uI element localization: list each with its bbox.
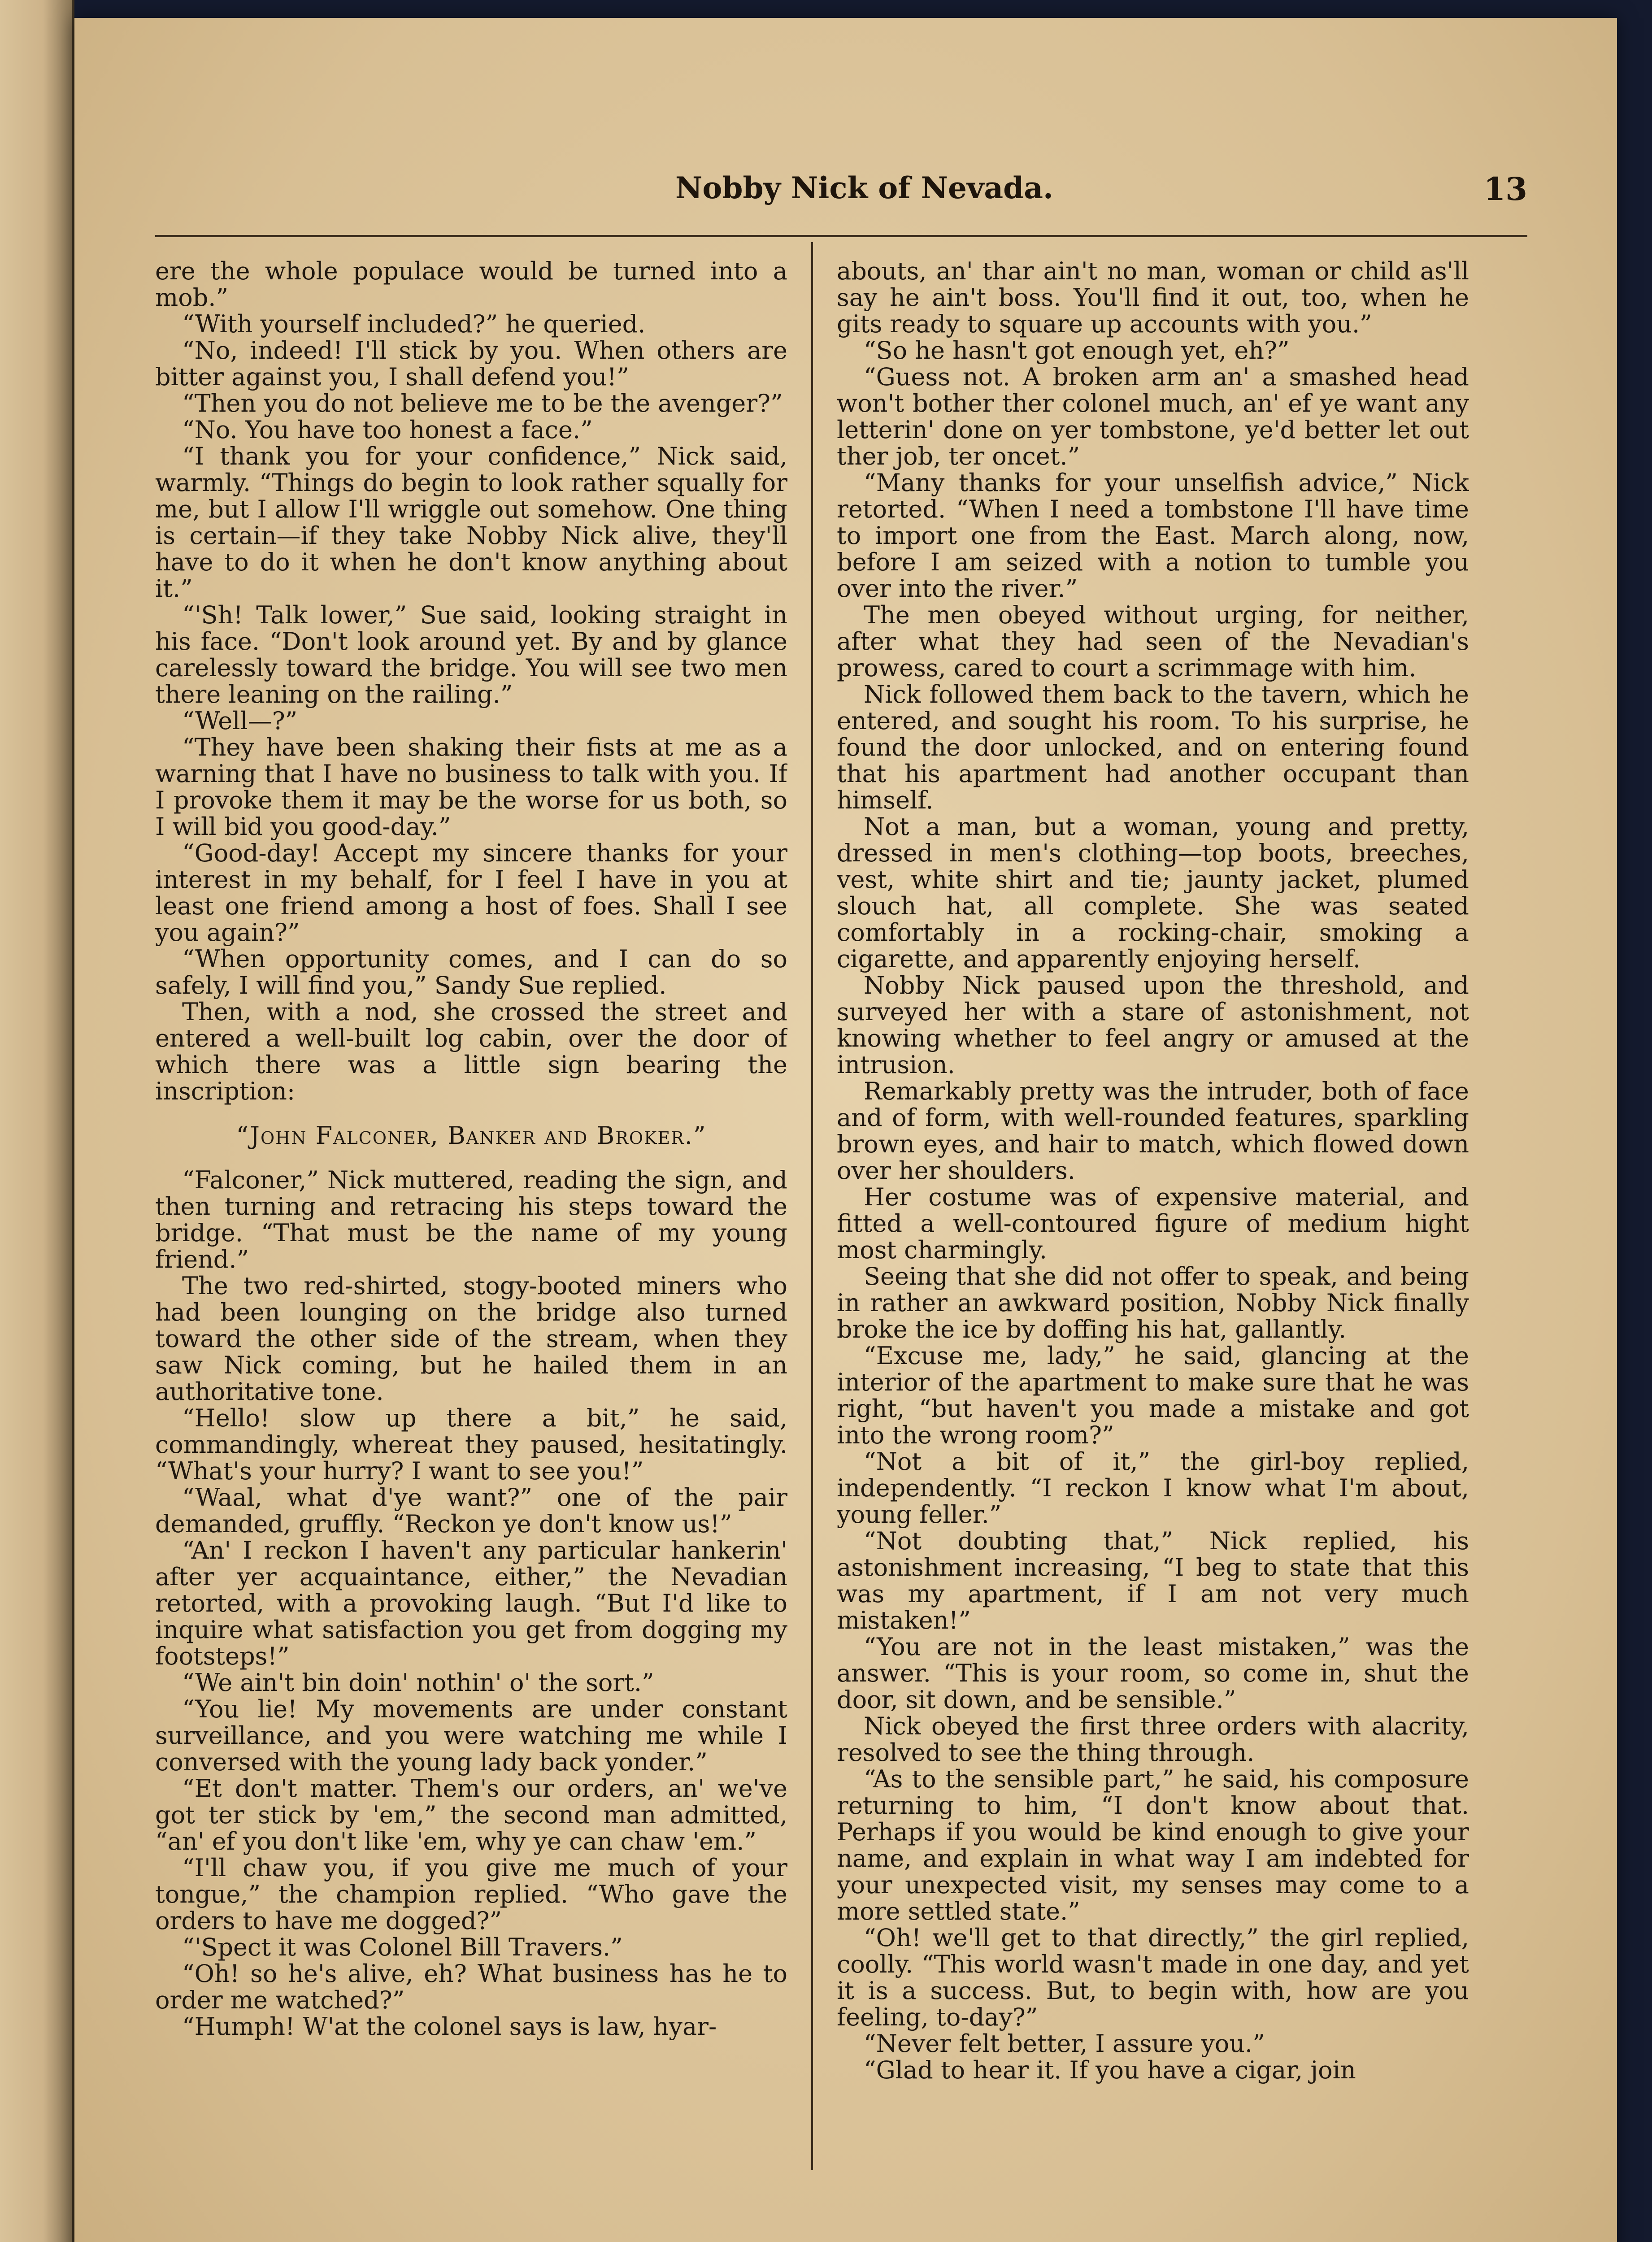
paragraph: “Oh! so he's alive, eh? What business has he to order me watched?” bbox=[155, 1960, 787, 2014]
paragraph: “I thank you for your confidence,” Nick said, warmly. “Things do begin to look rather squally for me, but I allow I'll wriggle out somehow. One thing is certain—if they take Nobby Nick alive, they'll have to do it when he don't know anything about it.” bbox=[155, 442, 787, 603]
page-number: 13 bbox=[1483, 170, 1527, 208]
adjacent-page-edge bbox=[0, 0, 74, 2242]
right-column bbox=[837, 258, 1469, 2199]
paragraph: “Well—?” bbox=[182, 707, 298, 735]
paragraph: “Good-day! Accept my sincere thanks for your interest in my behalf, for I feel I have in you at least one friend among a host of foes. Shall I see you again?” bbox=[155, 839, 787, 947]
paragraph: Then, with a nod, she crossed the street and entered a well-built log cabin, over the door of which there was a little sign bearing the inscription: bbox=[155, 998, 787, 1105]
running-title: Nobby Nick of Nevada. bbox=[675, 170, 1053, 205]
paragraph: Nick obeyed the first three orders with alacrity, resolved to see the thing through. bbox=[837, 1712, 1469, 1767]
paragraph: “They have been shaking their fists at me as a warning that I have no business to talk with you. If I provoke them it may be the worse for us both, so I will bid you good-day.” bbox=[155, 733, 787, 841]
paragraph: Nobby Nick paused upon the threshold, and surveyed her with a stare of astonishment, not knowing whether to feel angry or amused at the intrusion. bbox=[837, 971, 1469, 1079]
paragraph: Her costume was of expensive material, and fitted a well-contoured figure of medium hight most charmingly. bbox=[837, 1183, 1469, 1264]
paragraph: “Never felt better, I assure you.” bbox=[864, 2029, 1265, 2058]
paragraph: “Waal, what d'ye want?” one of the pair demanded, gruffly. “Reckon ye don't know us!” bbox=[155, 1483, 787, 1538]
page-header bbox=[155, 170, 1527, 224]
paragraph: “Guess not. A broken arm an' a smashed head won't bother ther colonel much, an' ef ye want any letterin' done on yer tombstone, ye'd better let out ther job, ter oncet.” bbox=[837, 363, 1469, 470]
paragraph: “Not doubting that,” Nick replied, his astonishment increasing, “I beg to state that this was my apartment, if I am not very much mistaken!” bbox=[837, 1527, 1469, 1634]
paragraph: “You are not in the least mistaken,” was the answer. “This is your room, so come in, shut the door, sit down, and be sensible.” bbox=[837, 1633, 1469, 1714]
paragraph: “Hello! slow up there a bit,” he said, commandingly, whereat they paused, hesitatingly. “What's your hurry? I want to see you!” bbox=[155, 1404, 787, 1485]
paragraph: “Many thanks for your unselfish advice,” Nick retorted. “When I need a tombstone I'll have time to import one from the East. March along, now, before I am seized with a notion to tumble you over into the river.” bbox=[837, 469, 1469, 603]
paragraph: “So he hasn't got enough yet, eh?” bbox=[864, 336, 1290, 365]
paragraph: “Falconer,” Nick muttered, reading the sign, and then turning and retracing his steps toward the bridge. “That must be the name of my young friend.” bbox=[155, 1166, 787, 1273]
paragraph: “As to the sensible part,” he said, his composure returning to him, “I don't know about that. Perhaps if you would be kind enough to give your name, and explain in what way I am indebted for your unexpected visit, my senses may come to a more settled state.” bbox=[837, 1765, 1469, 1925]
column-divider bbox=[811, 242, 813, 2170]
paragraph: “'Spect it was Colonel Bill Travers.” bbox=[182, 1933, 623, 1961]
paragraph: “You lie! My movements are under constant surveillance, and you were watching me while I conversed with the young lady back yonder.” bbox=[155, 1695, 787, 1776]
paragraph: The men obeyed without urging, for neither, after what they had seen of the Nevadian's prowess, cared to court a scrimmage with him. bbox=[837, 601, 1469, 682]
paragraph: Nick followed them back to the tavern, which he entered, and sought his room. To his surprise, he found the door unlocked, and on entering found that his apartment had another occupant than himself. bbox=[837, 680, 1469, 814]
paragraph: Seeing that she did not offer to speak, and being in rather an awkward position, Nobby Nick finally broke the ice by doffing his hat, gallantly. bbox=[837, 1262, 1469, 1343]
sign-inscription: “John Falconer, Banker and Broker.” bbox=[236, 1121, 707, 1150]
paragraph: “An' I reckon I haven't any particular hankerin' after yer acquaintance, either,” the Nevadian retorted, with a provoking laugh. “But I'd like to inquire what satisfaction you get from dogging my footsteps!” bbox=[155, 1536, 787, 1670]
paragraph: “Then you do not believe me to be the avenger?” bbox=[182, 389, 783, 417]
paragraph: “Et don't matter. Them's our orders, an' we've got ter stick by 'em,” the second man admitted, “an' ef you don't like 'em, why ye can chaw 'em.” bbox=[155, 1774, 787, 1855]
paragraph: “No, indeed! I'll stick by you. When others are bitter against you, I shall defend you!” bbox=[155, 336, 787, 391]
paragraph: “Glad to hear it. If you have a cigar, join bbox=[864, 2056, 1356, 2084]
paragraph: “Oh! we'll get to that directly,” the girl replied, coolly. “This world wasn't made in one day, and yet it is a success. But, to begin with, how are you feeling, to-day?” bbox=[837, 1924, 1469, 2031]
paragraph: “Humph! W'at the colonel says is law, hyar- bbox=[182, 2012, 717, 2041]
paragraph: “'Sh! Talk lower,” Sue said, looking straight in his face. “Don't look around yet. By and by glance carelessly toward the bridge. You will see two men there leaning on the railing.” bbox=[155, 601, 787, 708]
book-page bbox=[74, 18, 1617, 2242]
paragraph: The two red-shirted, stogy-booted miners who had been lounging on the bridge also turned toward the other side of the stream, when they saw Nick coming, but he hailed them in an authoritative tone. bbox=[155, 1272, 787, 1406]
paragraph: “No. You have too honest a face.” bbox=[182, 416, 593, 444]
paragraph: “With yourself included?” he queried. bbox=[182, 310, 646, 338]
paragraph: “Excuse me, lady,” he said, glancing at the interior of the apartment to make sure that he was right, “but haven't you made a mistake and got into the wrong room?” bbox=[837, 1342, 1469, 1449]
paragraph: Not a man, but a woman, young and pretty, dressed in men's clothing—top boots, breeches, vest, white shirt and tie; jaunty jacket, plumed slouch hat, all complete. She was seated comfortably in a rocking-chair, smoking a cigarette, and apparently enjoying herself. bbox=[837, 813, 1469, 973]
left-column bbox=[155, 258, 787, 2199]
header-rule bbox=[155, 235, 1527, 237]
paragraph: ere the whole populace would be turned into a mob.” bbox=[155, 258, 787, 312]
paragraph: “I'll chaw you, if you give me much of your tongue,” the champion replied. “Who gave the orders to have me dogged?” bbox=[155, 1854, 787, 1935]
paragraph: “Not a bit of it,” the girl-boy replied, independently. “I reckon I know what I'm about, young feller.” bbox=[837, 1447, 1469, 1529]
paragraph: “We ain't bin doin' nothin' o' the sort.” bbox=[182, 1668, 654, 1697]
paragraph: Remarkably pretty was the intruder, both of face and of form, with well-rounded features, sparkling brown eyes, and hair to match, which flowed down over her shoulders. bbox=[837, 1077, 1469, 1185]
paragraph: “When opportunity comes, and I can do so safely, I will find you,” Sandy Sue replied. bbox=[155, 945, 787, 999]
paragraph: abouts, an' thar ain't no man, woman or child as'll say he ain't boss. You'll find it out, too, when he gits ready to square up accounts with you.” bbox=[837, 258, 1469, 338]
